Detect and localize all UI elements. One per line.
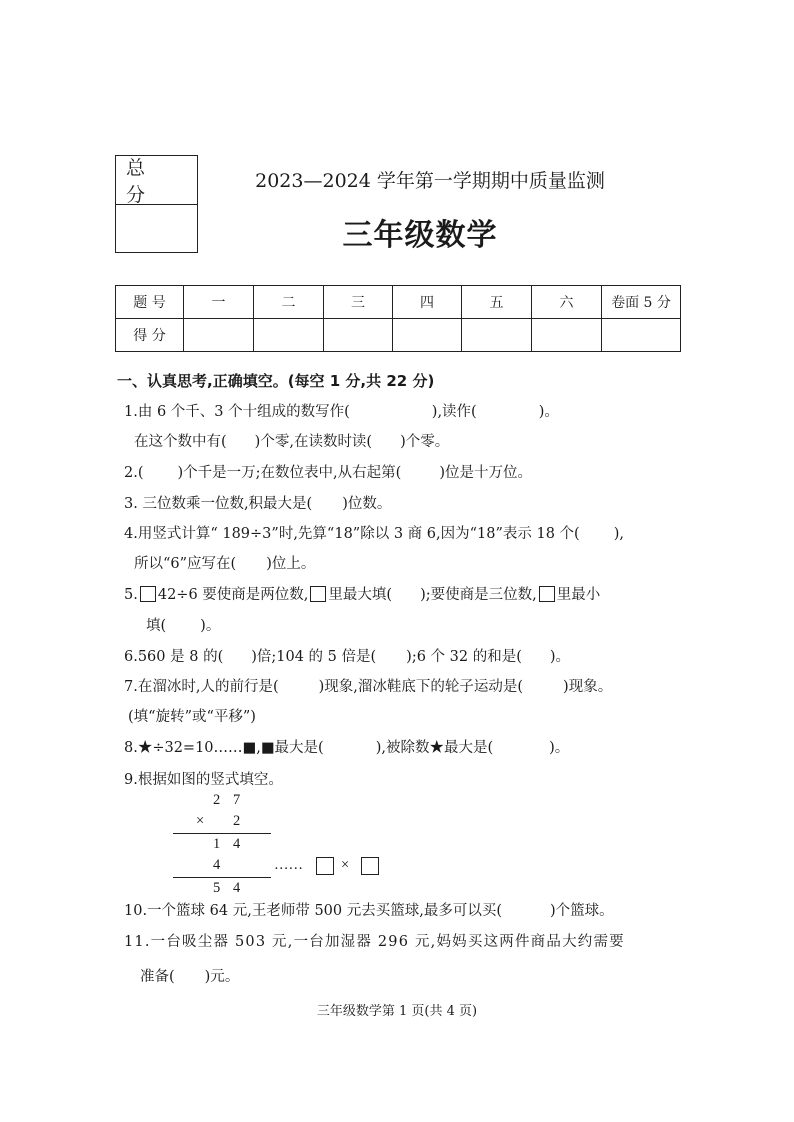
total-score-box — [115, 155, 198, 253]
calc-line — [173, 877, 271, 878]
times-sign: × — [196, 813, 205, 829]
q8-text-c: )。 — [549, 740, 570, 756]
col-6: 六 — [532, 286, 602, 319]
calc-digit: 4 — [233, 880, 241, 896]
score-cell[interactable] — [532, 319, 602, 352]
col-5: 五 — [462, 286, 532, 319]
q7-text-a: 7.在溜冰时,人的前行是( — [124, 679, 279, 695]
question-10 — [124, 899, 614, 920]
question-7-line-1 — [124, 675, 612, 696]
q8-text-a: 8.★÷32=10……■,■最大是( — [124, 740, 324, 756]
ellipsis: …… — [274, 857, 303, 873]
q2-text-b: )个千是一万;在数位表中,从右起第( — [177, 465, 402, 481]
q4-text-b: ), — [613, 526, 624, 542]
q5-text-b: 42÷6 要使商是两位数, — [157, 587, 309, 603]
q11-text-b: 准备( — [140, 969, 175, 985]
q6-text-d: )。 — [549, 649, 571, 665]
question-5-line-1 — [124, 583, 600, 604]
col-3: 三 — [324, 286, 393, 319]
q7-text-c: )现象。 — [563, 679, 613, 695]
col-4: 四 — [393, 286, 462, 319]
score-cell[interactable] — [184, 319, 254, 352]
question-2 — [124, 461, 532, 482]
calc-digit: 4 — [213, 857, 221, 873]
q5-text-a: 5. — [124, 587, 138, 603]
q1-text-d: 在这个数中有( — [134, 434, 227, 450]
calc-digit: 4 — [233, 836, 241, 852]
q10-text-b: )个篮球。 — [550, 903, 614, 919]
q5-text-g: )。 — [200, 618, 221, 634]
calc-line — [173, 833, 271, 834]
score-cell[interactable] — [602, 319, 681, 352]
score-cell[interactable] — [324, 319, 393, 352]
score-cell[interactable] — [254, 319, 324, 352]
answer-box[interactable] — [316, 857, 334, 875]
q8-text-b: ),被除数★最大是( — [375, 740, 494, 756]
q1-text-e: )个零,在读数时读( — [254, 434, 373, 450]
question-11-line-2 — [140, 965, 239, 986]
q3-text-b: )位数。 — [342, 496, 392, 512]
q4-text-d: )位上。 — [266, 556, 316, 572]
calc-digit: 7 — [233, 792, 241, 808]
calc-digit: 2 — [233, 813, 241, 829]
page-footer: 三年级数学第 1 页(共 4 页) — [316, 1004, 478, 1019]
q3-text-a: 3. 三位数乘一位数,积最大是( — [124, 496, 313, 512]
score-cell[interactable] — [393, 319, 462, 352]
question-11-line-1: 11.一台吸尘器 503 元,一台加湿器 296 元,妈妈买这两件商品大约需要 — [124, 934, 625, 950]
q4-text-a: 4.用竖式计算“ 189÷3”时,先算“18”除以 3 商 6,因为“18”表示 18 个( — [124, 526, 580, 542]
question-7-line-2: (填“旋转”或“平移”) — [128, 709, 256, 725]
q7-text-b: )现象,溜冰鞋底下的轮子运动是( — [318, 679, 524, 695]
q10-text-a: 10.一个篮球 64 元,王老师带 500 元去买篮球,最多可以买( — [124, 903, 502, 919]
question-9: 9.根据如图的竖式填空。 — [124, 772, 283, 788]
times-sign: × — [341, 857, 350, 873]
question-1-line-2 — [134, 430, 449, 451]
q5-text-e: 里最小 — [556, 587, 601, 603]
calc-digit: 1 — [213, 836, 221, 852]
q11-text-c: )元。 — [204, 969, 240, 985]
question-5-line-2 — [146, 614, 220, 635]
q2-text-c: )位是十万位。 — [439, 465, 532, 481]
col-1: 一 — [184, 286, 254, 319]
score-table — [115, 285, 681, 352]
col-presentation: 卷面 5 分 — [602, 286, 681, 319]
q4-text-c: 所以“6”应写在( — [134, 556, 237, 572]
q6-text-a: 6.560 是 8 的( — [124, 649, 224, 665]
question-1-line-1 — [124, 400, 559, 421]
question-8 — [124, 736, 569, 757]
digit-box[interactable] — [140, 586, 156, 602]
col-2: 二 — [254, 286, 324, 319]
total-score-label: 总 分 — [116, 156, 197, 205]
q5-text-d: );要使商是三位数, — [420, 587, 537, 603]
row-label-score: 得 分 — [116, 319, 184, 352]
question-4-line-2 — [134, 552, 315, 573]
page-title: 三年级数学 — [342, 218, 498, 253]
section-1-heading: 一、认真思考,正确填空。(每空 1 分,共 22 分) — [117, 372, 435, 390]
q1-text-f: )个零。 — [400, 434, 450, 450]
calc-digit: 5 — [213, 880, 221, 896]
calc-digit: 2 — [213, 792, 221, 808]
q5-text-c: 里最大填( — [328, 587, 393, 603]
q5-text-f: 填( — [146, 618, 167, 634]
q1-text-a: 1.由 6 个千、3 个十组成的数写作( — [124, 404, 350, 420]
digit-box[interactable] — [539, 586, 555, 602]
answer-box[interactable] — [361, 857, 379, 875]
q1-text-c: )。 — [538, 404, 559, 420]
q6-text-b: )倍;104 的 5 倍是( — [251, 649, 377, 665]
question-6 — [124, 645, 570, 666]
question-4-line-1 — [124, 522, 624, 543]
question-3 — [124, 492, 391, 513]
q6-text-c: );6 个 32 的和是( — [406, 649, 522, 665]
digit-box[interactable] — [310, 586, 326, 602]
score-cell[interactable] — [462, 319, 532, 352]
exam-subtitle: 2023—2024 学年第一学期期中质量监测 — [255, 170, 605, 192]
row-label-question: 题 号 — [116, 286, 184, 319]
q1-text-b: ),读作( — [431, 404, 477, 420]
q2-text-a: 2.( — [124, 465, 144, 481]
